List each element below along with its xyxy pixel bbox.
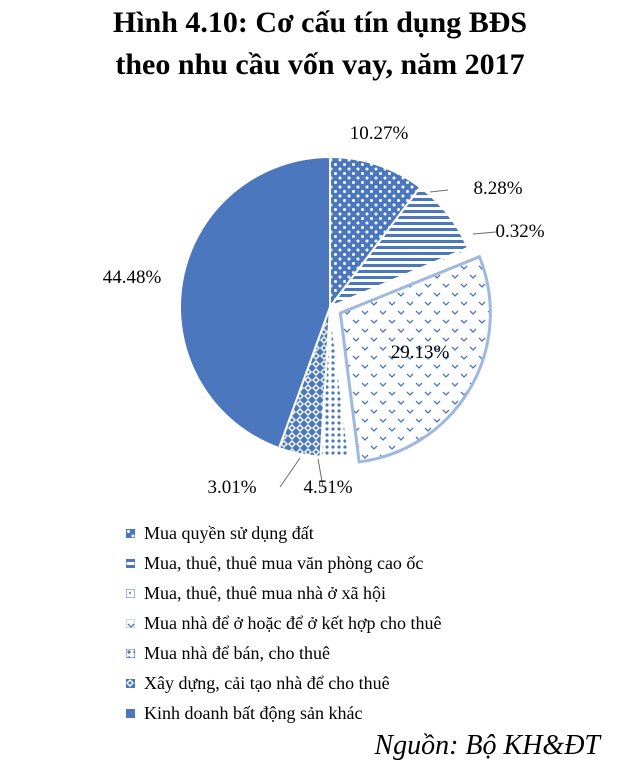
legend-item-build-for-rent [126,668,441,698]
legend-item-land-use-rights [126,518,441,548]
legend-item-social-housing [126,578,441,608]
legend-swatch-land-use-rights [126,529,135,538]
legend-swatch-other-real-estate [126,709,135,718]
leader-line-social-housing [473,232,496,234]
legend-swatch-home-to-live-or-rent [126,619,135,628]
data-label-office-rental: 8.28% [473,178,523,199]
data-label-land-use-rights: 10.27% [349,123,409,144]
data-label-build-for-rent: 4.51% [303,477,353,498]
legend-item-home-for-sale-rent [126,638,441,668]
legend-swatch-home-for-sale-rent [126,649,135,658]
chart-title-line-2: theo nhu cầu vốn vay, năm 2017 [115,48,525,81]
source-note: Nguồn: Bộ KH&ĐT [374,730,600,761]
data-label-home-for-sale-rent: 3.01% [207,477,257,498]
legend-label-office-rental: Mua, thuê, thuê mua văn phòng cao ốc [144,552,424,573]
chart-title-line-1: Hình 4.10: Cơ cấu tín dụng BĐS [112,6,528,39]
data-label-social-housing: 0.32% [495,221,545,242]
legend [126,518,441,728]
legend-label-land-use-rights: Mua quyền sử dụng đất [144,522,314,543]
legend-label-home-for-sale-rent: Mua nhà để bán, cho thuê [144,642,330,663]
legend-swatch-build-for-rent [126,679,135,688]
pie-slices [180,157,490,462]
legend-swatch-social-housing [126,589,135,598]
legend-label-social-housing: Mua, thuê, thuê mua nhà ở xã hội [144,582,386,603]
legend-item-other-real-estate [126,698,441,728]
legend-item-home-to-live-or-rent [126,608,441,638]
data-label-other-real-estate: 44.48% [102,267,162,288]
legend-label-home-to-live-or-rent: Mua nhà để ở hoặc để ở kết hợp cho thuê [144,612,442,633]
legend-item-office-rental [126,548,441,578]
legend-label-other-real-estate: Kinh doanh bất động sản khác [144,702,363,723]
legend-swatch-office-rental [126,559,135,568]
legend-label-build-for-rent: Xây dựng, cải tạo nhà để cho thuê [144,672,390,693]
leader-line-office-rental [430,190,448,192]
data-label-home-to-live-or-rent: 29.13% [390,342,450,363]
leader-line-home-for-sale-rent [280,458,300,487]
